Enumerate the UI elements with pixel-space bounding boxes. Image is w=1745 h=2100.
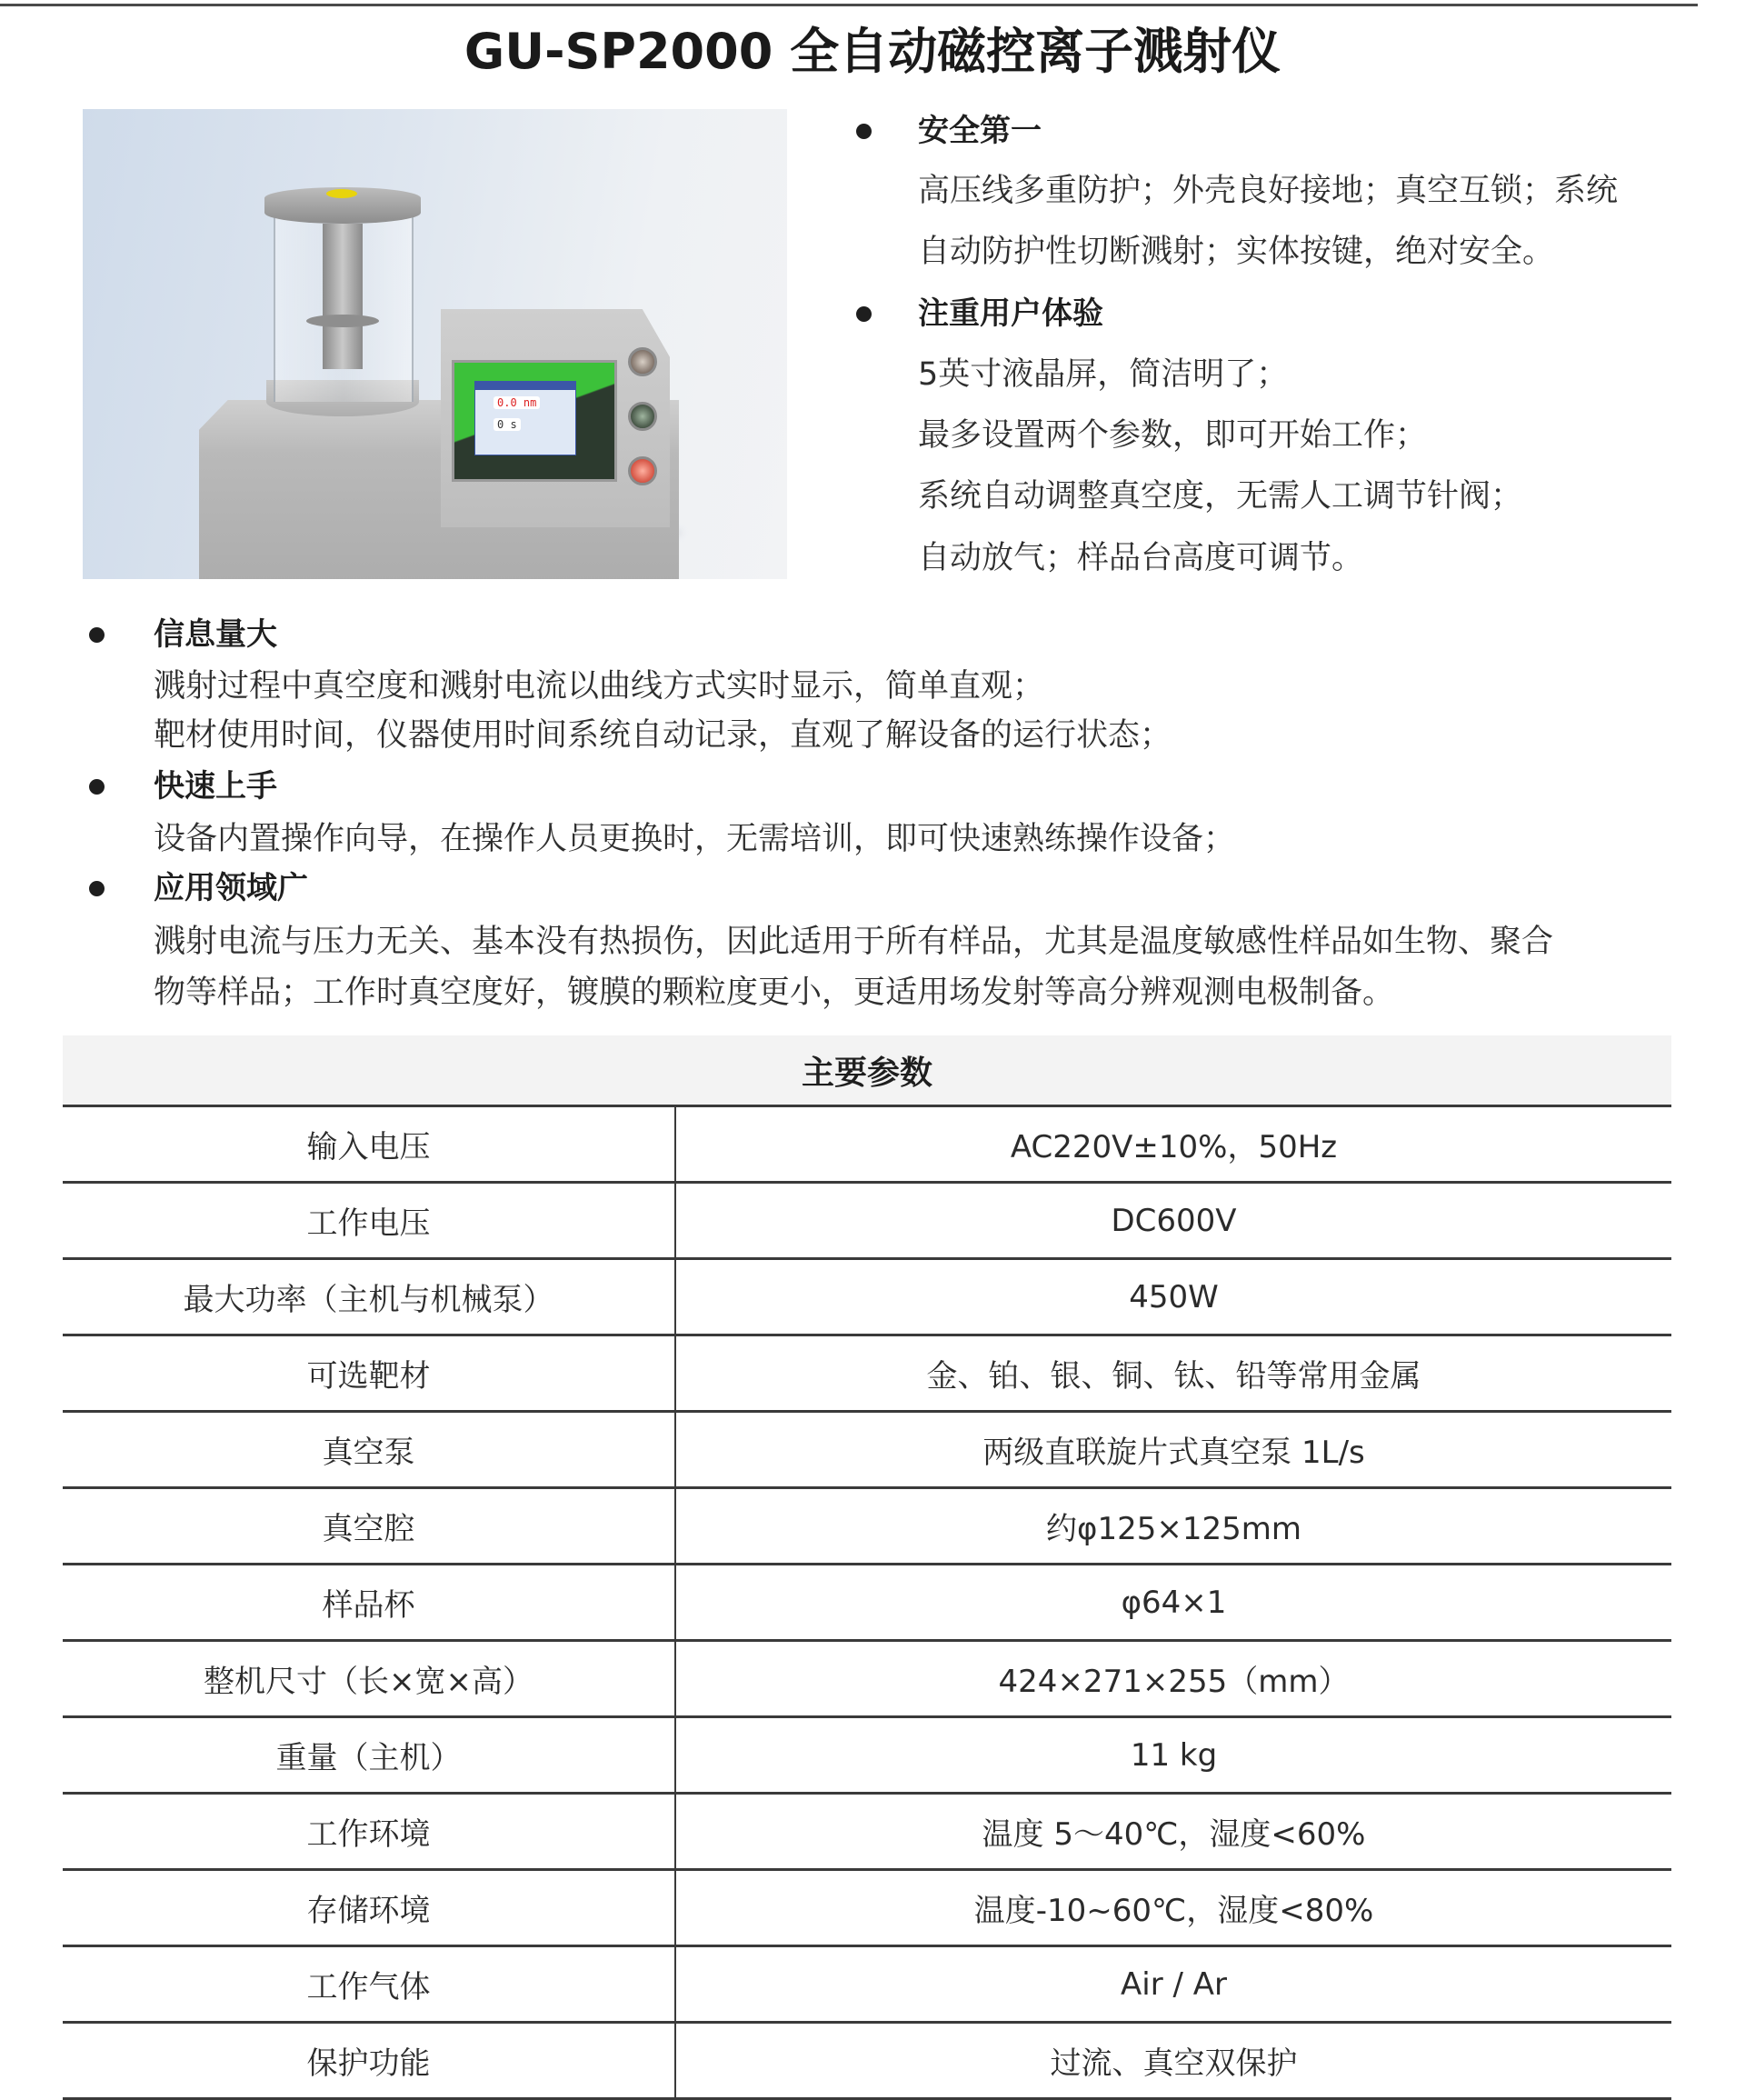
spec-value: Air / Ar [1121, 1965, 1227, 2003]
feature-text: 自动防护性切断溅射；实体按键，绝对安全。 [918, 234, 1555, 270]
spec-key: 工作电压 [63, 1184, 676, 1257]
feature-text: 系统自动调整真空度，无需人工调节针阀； [918, 478, 1523, 515]
spec-key: 最大功率（主机与机械泵） [63, 1260, 676, 1334]
feature-heading: 安全第一 [918, 113, 1042, 149]
table-row [63, 1795, 1671, 1871]
spec-table-header: 主要参数 [63, 1035, 1671, 1107]
spec-value: 过流、真空双保护 [1050, 2045, 1298, 2082]
bullet-icon [89, 627, 105, 643]
feature-text: 高压线多重防护；外壳良好接地；真空互锁；系统 [918, 173, 1619, 209]
table-row [63, 1413, 1671, 1489]
spec-key: 真空泵 [63, 1413, 676, 1486]
table-row [63, 1947, 1671, 2024]
top-rule [0, 4, 1698, 6]
device-screen [452, 360, 617, 482]
feature-text: 溅射过程中真空度和溅射电流以曲线方式实时显示，简单直观； [154, 668, 1045, 705]
spec-key: 工作气体 [63, 1947, 676, 2021]
table-row [63, 1107, 1671, 1184]
spec-key: 可选靶材 [63, 1336, 676, 1410]
stop-button-icon [628, 456, 657, 485]
feature-text: 设备内置操作向导，在操作人员更换时，无需培训，即可快速熟练操作设备； [154, 821, 1236, 857]
table-row [63, 1260, 1671, 1336]
feature-text: 最多设置两个参数，即可开始工作； [918, 417, 1428, 454]
feature-text: 物等样品；工作时真空度好，镀膜的颗粒度更小，更适用场发射等高分辨观测电极制备。 [154, 975, 1395, 1011]
spec-key: 样品杯 [63, 1565, 676, 1639]
spec-table [63, 1035, 1671, 2100]
feature-text: 自动放气；样品台高度可调节。 [918, 540, 1364, 576]
feature-heading: 信息量大 [154, 616, 277, 653]
screen-time-value: 0 s [494, 418, 521, 431]
spec-value: 温度 5～40℃，湿度<60% [982, 1816, 1366, 1853]
table-row [63, 1565, 1671, 1642]
product-photo [83, 109, 787, 579]
feature-heading: 快速上手 [154, 768, 277, 805]
start-button-icon [628, 402, 657, 431]
power-knob-icon [628, 347, 657, 376]
feature-text: 溅射电流与压力无关、基本没有热损伤，因此适用于所有样品，尤其是温度敏感性样品如生物、聚合 [154, 924, 1554, 960]
spec-key: 重量（主机） [63, 1718, 676, 1792]
spec-value: 约φ125×125mm [1046, 1511, 1301, 1547]
table-row [63, 1489, 1671, 1565]
bullet-icon [856, 306, 872, 322]
spec-key: 工作环境 [63, 1795, 676, 1868]
page-title: GU-SP2000 全自动磁控离子溅射仪 [464, 23, 1281, 80]
spec-key: 保护功能 [63, 2024, 676, 2097]
table-row [63, 2024, 1671, 2100]
bullet-icon [856, 124, 872, 139]
spec-value: 温度-10~60℃，湿度<80% [973, 1893, 1374, 1929]
spec-value: AC220V±10%，50Hz [1010, 1129, 1338, 1165]
screen-thickness-value: 0.0 nm [494, 396, 540, 409]
spec-value: 两级直联旋片式真空泵 1L/s [982, 1435, 1365, 1471]
spec-key: 真空腔 [63, 1489, 676, 1563]
spec-key: 输入电压 [63, 1107, 676, 1181]
spec-key: 存储环境 [63, 1871, 676, 1945]
spec-key: 整机尺寸（长×宽×高） [63, 1642, 676, 1715]
screen-ui [474, 381, 576, 455]
feature-text: 靶材使用时间，仪器使用时间系统自动记录，直观了解设备的运行状态； [154, 717, 1172, 754]
spec-value: 450W [1129, 1278, 1219, 1315]
table-row [63, 1718, 1671, 1795]
sample-stage [306, 315, 379, 327]
bullet-icon [89, 881, 105, 896]
feature-text: 5英寸液晶屏，简洁明了； [918, 356, 1289, 393]
table-row [63, 1642, 1671, 1718]
screen-ui-bar [475, 382, 575, 390]
feature-heading: 注重用户体验 [918, 295, 1103, 332]
table-row [63, 1871, 1671, 1947]
lid-label [326, 189, 357, 198]
table-row [63, 1336, 1671, 1413]
target-holder [323, 224, 363, 369]
spec-value: DC600V [1111, 1202, 1237, 1239]
spec-value: 11 kg [1130, 1736, 1218, 1774]
spec-value: 424×271×255（mm） [998, 1664, 1350, 1700]
feature-heading: 应用领域广 [154, 870, 308, 906]
spec-value: 金、铂、银、铜、钛、铅等常用金属 [926, 1358, 1421, 1395]
table-row [63, 1184, 1671, 1260]
spec-value: φ64×1 [1121, 1584, 1227, 1621]
bullet-icon [89, 779, 105, 795]
